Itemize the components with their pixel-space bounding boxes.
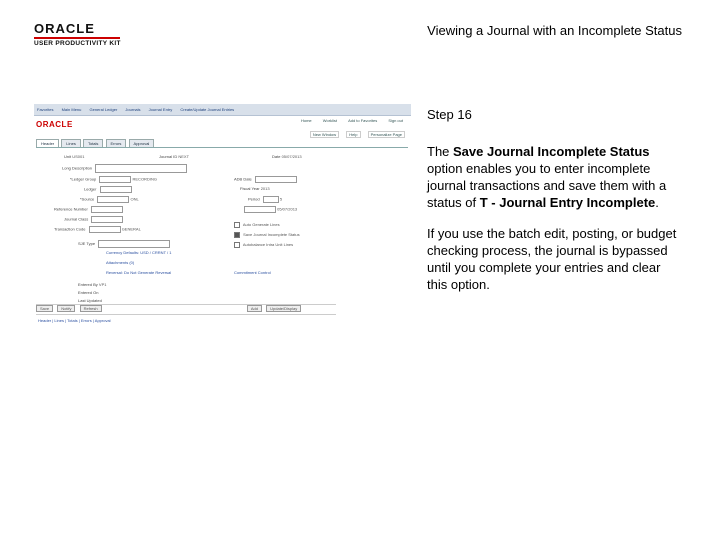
- ledger-group-value: RECORDING: [132, 176, 157, 182]
- long-desc-row: [62, 164, 187, 173]
- tab-totals[interactable]: Totals: [83, 139, 103, 147]
- auto-generate-row: [234, 222, 280, 228]
- save-button[interactable]: Save: [36, 305, 53, 312]
- tab-errors[interactable]: Errors: [106, 139, 127, 147]
- menu-item[interactable]: Favorites: [37, 107, 54, 112]
- button-bar: [36, 304, 336, 315]
- last-updated-row: [78, 298, 102, 303]
- p1-post: .: [655, 195, 659, 210]
- logo-subtitle: USER PRODUCTIVITY KIT: [34, 40, 121, 47]
- ledger-label: Ledger: [84, 186, 97, 192]
- journal-class-input[interactable]: [91, 216, 123, 223]
- transaction-code-label: Transaction Code: [54, 226, 86, 232]
- transaction-code-row: [54, 226, 141, 233]
- save-incomplete-label: Save Journal Incomplete Status: [243, 232, 300, 238]
- refresh-button[interactable]: Refresh: [80, 305, 102, 312]
- date-label: Date: [272, 154, 281, 159]
- period-label: Period: [248, 196, 260, 202]
- signout-link[interactable]: Sign out: [388, 118, 403, 123]
- sje-type-label: SJE Type: [78, 241, 96, 247]
- menu-item[interactable]: Journal Entry: [148, 107, 173, 112]
- source-row: [80, 196, 139, 203]
- description-paragraph-2: If you use the batch edit, posting, or budget checking process, the journal is bypassed until you complete your entries and clear this option.: [427, 226, 677, 292]
- help-link[interactable]: Help: [346, 131, 360, 138]
- adb-input[interactable]: [255, 176, 297, 183]
- description-paragraph-1: [427, 143, 677, 211]
- logo-brand: ORACLE: [34, 21, 95, 36]
- ledger-input[interactable]: [100, 186, 132, 193]
- reference-input[interactable]: [91, 206, 123, 213]
- application-screenshot: [34, 104, 411, 326]
- entered-by-value: VP1: [98, 282, 107, 287]
- p1-option-name: Save Journal Incomplete Status: [453, 144, 650, 159]
- adb-date-input[interactable]: [244, 206, 276, 213]
- step-number: Step 16: [427, 107, 472, 122]
- adb-label: ADB Date: [234, 176, 252, 182]
- tab-lines[interactable]: Lines: [61, 139, 81, 147]
- footer-tab-links[interactable]: Header | Lines | Totals | Errors | Approval: [38, 318, 111, 323]
- journal-id-value: NEXT: [178, 154, 190, 159]
- menu-item[interactable]: General Ledger: [89, 107, 118, 112]
- p1-mid: option enables you to enter incomplete journal transactions and save them with a status of: [427, 161, 667, 210]
- date-row: [272, 154, 302, 159]
- notify-button[interactable]: Notify: [57, 305, 75, 312]
- save-incomplete-checkbox[interactable]: [234, 232, 240, 238]
- adb-date-value: 05/07/2013: [277, 206, 298, 212]
- fiscal-year-label: Fiscal Year: [240, 186, 260, 191]
- page-title: Viewing a Journal with an Incomplete Status: [427, 23, 682, 38]
- menu-item[interactable]: Create/Update Journal Entries: [180, 107, 235, 112]
- adb-row: [234, 176, 297, 183]
- page-tabs: [36, 139, 408, 148]
- unit-label: Unit: [64, 154, 72, 159]
- top-links: [291, 118, 403, 123]
- ledger-group-label: *Ledger Group: [70, 176, 97, 182]
- source-value: ONL: [130, 196, 139, 202]
- ledger-group-input[interactable]: [99, 176, 131, 183]
- source-input[interactable]: [97, 196, 129, 203]
- sje-type-row: [78, 240, 170, 248]
- sje-type-select[interactable]: [98, 240, 170, 248]
- menu-item[interactable]: Journals: [125, 107, 141, 112]
- fiscal-year-row: [240, 186, 270, 191]
- reference-label: Reference Number: [54, 206, 88, 212]
- last-updated-label: Last Updated: [78, 298, 102, 303]
- favorites-link[interactable]: Add to Favorites: [348, 118, 378, 123]
- p1-pre: The: [427, 144, 454, 159]
- personalize-link[interactable]: Personalize Page: [368, 131, 405, 138]
- add-button[interactable]: Add: [247, 305, 262, 312]
- reversal-link[interactable]: Reversal: Do Not Generate Reversal: [106, 270, 172, 275]
- p1-status-name: T - Journal Entry Incomplete: [479, 195, 656, 210]
- auto-generate-checkbox[interactable]: [234, 222, 240, 228]
- menu-bar: [34, 104, 411, 116]
- commitment-control-link[interactable]: Commitment Control: [234, 270, 271, 275]
- update-display-button[interactable]: Update/Display: [266, 305, 301, 312]
- home-link[interactable]: Home: [300, 118, 312, 123]
- ledger-row: [84, 186, 132, 193]
- new-window-link[interactable]: New Window: [310, 131, 339, 138]
- auto-generate-label: Auto Generate Lines: [242, 222, 280, 228]
- page-nav-links: [304, 132, 405, 137]
- period-value: 5: [279, 196, 283, 202]
- source-label: *Source: [80, 196, 95, 202]
- transaction-code-value: GENERAL: [121, 226, 141, 232]
- currency-defaults-link[interactable]: Currency Defaults: USD / CRRNT / 1: [106, 250, 172, 255]
- journal-class-row: [64, 216, 123, 223]
- entered-on-label: Entered On: [78, 290, 99, 295]
- transaction-code-input[interactable]: [89, 226, 121, 233]
- autobalance-checkbox[interactable]: [234, 242, 240, 248]
- app-brand: ORACLE: [36, 120, 73, 129]
- save-incomplete-row: [234, 232, 300, 238]
- menu-item[interactable]: Main Menu: [61, 107, 82, 112]
- journal-id-label: Journal ID: [159, 154, 178, 159]
- autobalance-row: [234, 242, 293, 248]
- journal-class-label: Journal Class: [64, 216, 89, 222]
- long-desc-label: Long Description: [62, 165, 93, 171]
- attachments-link[interactable]: Attachments (0): [106, 260, 135, 265]
- autobalance-label: Autobalance Intra Unit Lines: [242, 242, 294, 248]
- period-input[interactable]: [263, 196, 279, 203]
- entered-by-label: Entered By: [78, 282, 98, 287]
- journal-id-row: [159, 154, 189, 159]
- worklist-link[interactable]: Worklist: [322, 118, 337, 123]
- oracle-upk-logo: [34, 22, 124, 47]
- tab-header[interactable]: Header: [36, 139, 59, 147]
- ledger-group-row: [70, 176, 157, 183]
- unit-value: US001: [72, 154, 85, 159]
- long-desc-input[interactable]: [95, 164, 187, 173]
- fiscal-year-value: 2013: [260, 186, 270, 191]
- unit-row: [64, 154, 84, 159]
- adb-date-row: [242, 206, 297, 213]
- step-description: [427, 106, 677, 307]
- period-row: [248, 196, 282, 203]
- date-value: 05/07/2013: [281, 154, 302, 159]
- entered-by-row: [78, 282, 106, 287]
- entered-on-row: [78, 290, 98, 295]
- reference-row: [54, 206, 123, 213]
- tab-approval[interactable]: Approval: [129, 139, 155, 147]
- logo-divider: [34, 37, 120, 39]
